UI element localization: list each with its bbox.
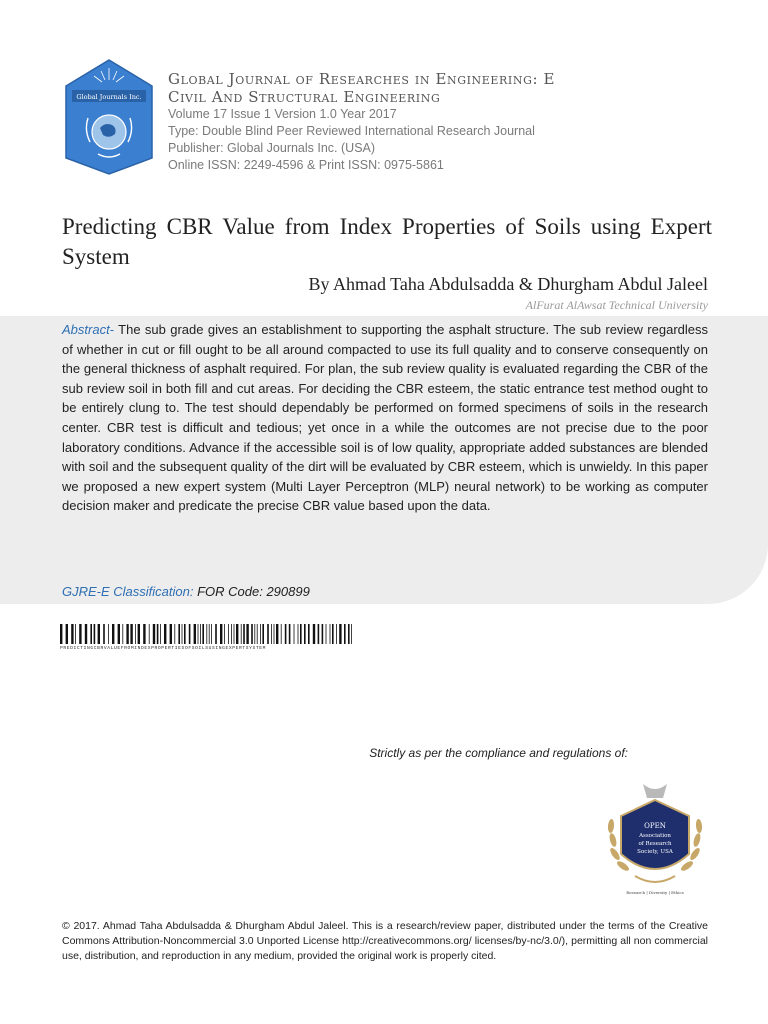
barcode-bar — [60, 624, 62, 644]
journal-header — [168, 70, 748, 174]
barcode-bar — [220, 624, 222, 644]
author-affiliation: AlFurat AlAwsat Technical University — [525, 298, 708, 312]
barcode-bar — [344, 624, 346, 644]
barcode-bar — [122, 624, 123, 644]
oa-logo-footer: Research | Diversity | Ethics — [626, 890, 684, 895]
classification — [62, 584, 310, 599]
barcode-bar — [75, 624, 76, 644]
barcode-bar — [103, 624, 105, 644]
barcode-bar — [260, 624, 261, 644]
global-journals-logo — [64, 58, 154, 176]
barcode-bar — [304, 624, 306, 644]
journal-title-line2: Civil And Structural Engineering — [168, 88, 441, 106]
barcode-bar — [262, 624, 264, 644]
barcode-bar — [267, 624, 269, 644]
barcode-bar — [108, 624, 109, 644]
barcode-bar — [90, 624, 92, 644]
barcode-bar — [66, 624, 68, 644]
barcode-bar — [322, 624, 324, 644]
barcode-bar — [215, 624, 217, 644]
barcode-bar — [313, 624, 315, 644]
barcode-bar — [246, 624, 248, 644]
abstract-text: The sub grade gives an establishment to supporting the asphalt structure. The sub review regardless of whether in cut or fill ought to be all around compacted to use its full quality and to conserve consequently on the general thickness of asphalt required. For plan, the sub review quality is evaluated regarding the CBR of the sub review soil in both fill and cut areas. For deciding the CBR esteem, the static entrance test method ought to be entirely clung to. The test should dependably be performed on formed specimens of soils in the research center. CBR test is difficult and tedious; yet once in a while the outcomes are not precise due to the poor laboratory conditions. Advance if the accessible soil is of low quality, appropriate added substances are blended with soil and the subsequent quality of the dirt will be evaluated by CBR esteem, which is unwieldy. In this paper we proposed a new expert system (Multi Layer Perceptron (MLP) neural network) to be working as computer decision maker and predicate the precise CBR value based upon the data. — [62, 322, 708, 514]
barcode-bar — [153, 624, 155, 644]
paper-authors: By Ahmad Taha Abdulsadda & Dhurgham Abdul Jaleel — [308, 274, 708, 294]
classification-value: FOR Code: 290899 — [193, 584, 310, 599]
barcode-bar — [194, 624, 196, 644]
barcode-bar — [178, 624, 180, 644]
barcode-bar — [243, 624, 245, 644]
barcode-bar — [351, 624, 352, 644]
barcode-bar — [348, 624, 350, 644]
logo-text: Global Journals Inc. — [76, 93, 142, 101]
barcode-bar — [294, 624, 295, 644]
barcode-bar — [160, 624, 161, 644]
barcode-text: PREDICTINGCBRVALUEFROMINDEXPROPERTIESOFSOILSUSINGEXPERTSYSTEM — [60, 646, 266, 651]
barcode-bar — [138, 624, 140, 644]
barcode-bar — [271, 624, 272, 644]
oa-logo-line4: Society, USA — [637, 849, 673, 855]
barcode-bar — [274, 624, 275, 644]
barcode-bar — [98, 624, 100, 644]
oa-logo-line2: Association — [639, 833, 671, 839]
barcode-bar — [332, 624, 334, 644]
barcode-bar — [326, 624, 327, 644]
barcode-bar — [174, 624, 175, 644]
journal-volume: Volume 17 Issue 1 Version 1.0 Year 2017 — [168, 107, 397, 121]
barcode-bar — [170, 624, 172, 644]
barcode-bar — [298, 624, 299, 644]
journal-issn: Online ISSN: 2249-4596 & Print ISSN: 0975-5861 — [168, 158, 444, 172]
barcode — [60, 624, 352, 644]
barcode-bar — [228, 624, 229, 644]
barcode-bar — [236, 624, 238, 644]
barcode-bar — [276, 624, 278, 644]
barcode-bar — [251, 624, 253, 644]
barcode-bar — [241, 624, 242, 644]
paper-title: Predicting CBR Value from Index Properties of Soils using Expert System — [62, 214, 712, 269]
journal-publisher: Publisher: Global Journals Inc. (USA) — [168, 141, 376, 155]
oa-logo-line3: of Research — [638, 841, 672, 847]
barcode-bar — [211, 624, 212, 644]
barcode-bar — [289, 624, 291, 644]
barcode-bar — [143, 624, 145, 644]
barcode-bar — [224, 624, 225, 644]
barcode-bar — [200, 624, 201, 644]
barcode-bar — [231, 624, 232, 644]
barcode-bar — [126, 624, 128, 644]
barcode-bar — [149, 624, 150, 644]
oa-logo-line1: OPEN — [644, 822, 666, 830]
barcode-bar — [308, 624, 310, 644]
classification-label: GJRE-E Classification: — [62, 584, 194, 599]
barcode-bar — [130, 624, 132, 644]
barcode-bar — [336, 624, 337, 644]
abstract-label: Abstract- — [62, 322, 115, 337]
barcode-bar — [206, 624, 207, 644]
barcode-bar — [254, 624, 255, 644]
barcode-bar — [184, 624, 186, 644]
journal-type: Type: Double Blind Peer Reviewed International Research Journal — [168, 124, 535, 138]
journal-title-line1: Global Journal of Researches in Engineering: E — [168, 70, 556, 88]
barcode-bar — [94, 624, 96, 644]
barcode-bar — [202, 624, 204, 644]
barcode-bar — [157, 624, 159, 644]
barcode-bar — [198, 624, 199, 644]
barcode-bar — [339, 624, 341, 644]
barcode-bar — [164, 624, 166, 644]
barcode-bar — [281, 624, 282, 644]
compliance-note: Strictly as per the compliance and regulations of: — [369, 746, 628, 760]
barcode-bar — [182, 624, 183, 644]
barcode-bar — [85, 624, 87, 644]
barcode-bar — [189, 624, 191, 644]
barcode-bar — [209, 624, 210, 644]
barcode-bar — [318, 624, 320, 644]
barcode-bar — [285, 624, 287, 644]
abstract — [62, 320, 708, 516]
barcode-bar — [135, 624, 136, 644]
barcode-bar — [112, 624, 114, 644]
barcode-bar — [71, 624, 73, 644]
barcode-bar — [300, 624, 302, 644]
barcode-bar — [330, 624, 331, 644]
barcode-bar — [234, 624, 235, 644]
license-notice: © 2017. Ahmad Taha Abdulsadda & Dhurgham Abdul Jaleel. This is a research/review paper, distributed under the terms of the Creative Commons Attribution-Noncommercial 3.0 Unported License http://creativecommons.org/ licenses/by-nc/3.0/), permitting all non commercial use, distribution, and reproduction in any medium, provided the original work is properly cited. — [62, 920, 708, 962]
barcode-bar — [79, 624, 81, 644]
barcode-bar — [257, 624, 258, 644]
barcode-bar — [118, 624, 120, 644]
open-association-logo — [605, 780, 705, 898]
